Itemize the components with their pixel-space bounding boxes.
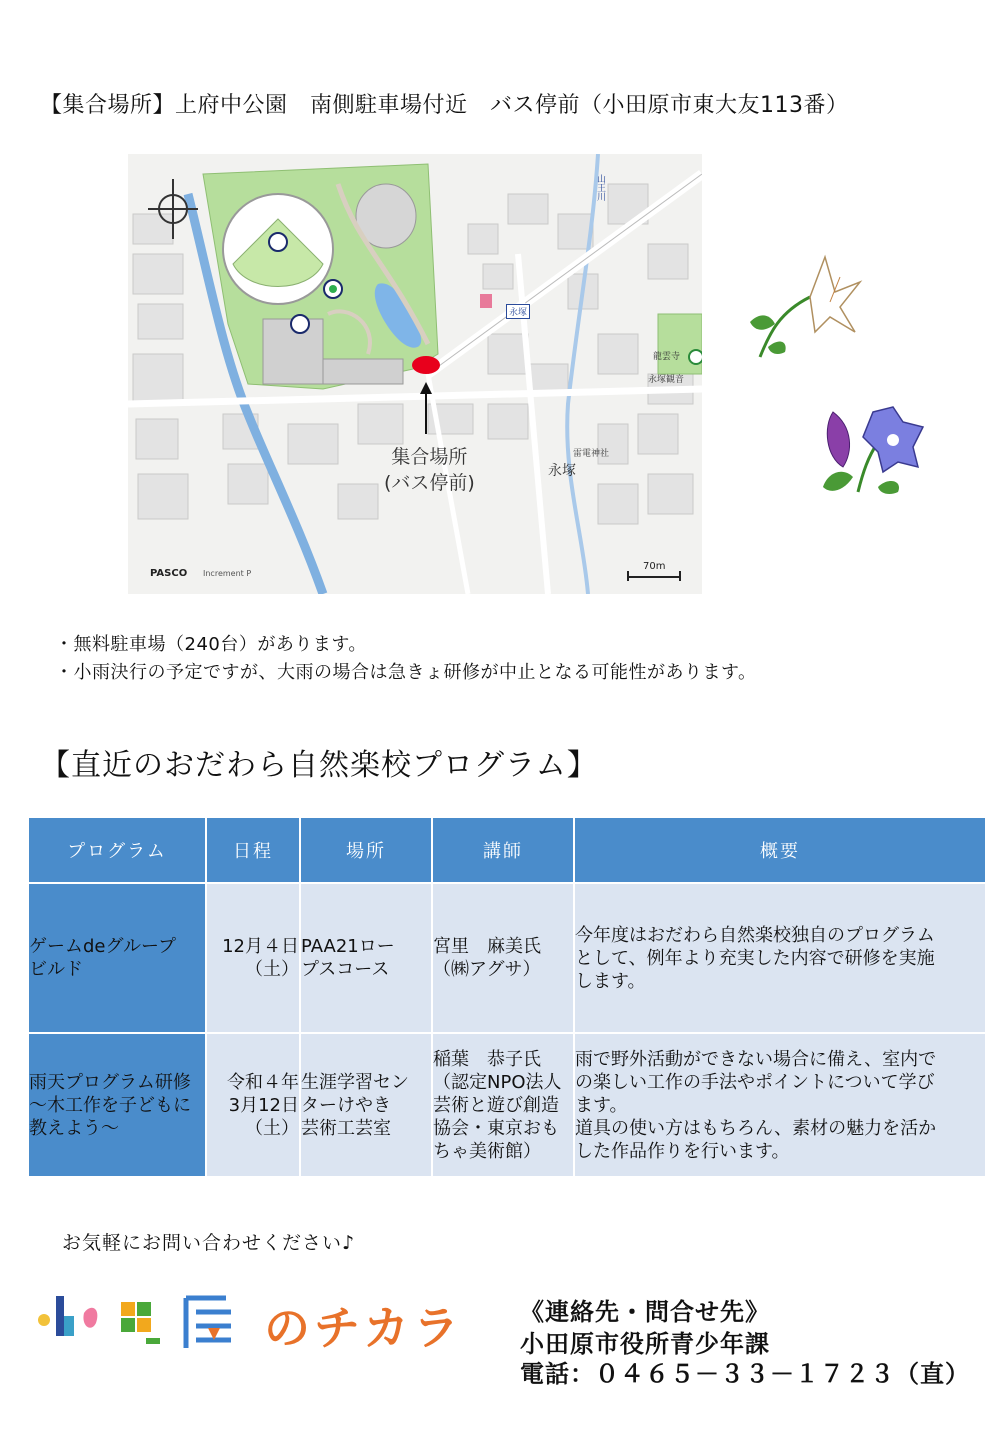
date-cell: 令和４年 3月12日 （土） xyxy=(207,1034,299,1176)
program-table xyxy=(27,816,987,1178)
river-label: 山王川 xyxy=(595,174,605,201)
place-label-eizuka-kannon: 永塚観音 xyxy=(648,375,685,385)
place-label-jinja: 雷電神社 xyxy=(573,449,610,459)
place-label-eizuka: 永塚 xyxy=(548,463,576,479)
instructor-cell: 宮里 麻美氏 （㈱アグサ） xyxy=(433,884,573,1032)
contact-office: 小田原市役所青少年課 xyxy=(520,1330,770,1358)
bus-stop-label: 永塚 xyxy=(506,304,530,319)
inquiry-message: お気軽にお問い合わせください♪ xyxy=(62,1232,356,1254)
table-header-row xyxy=(29,818,985,882)
table-row xyxy=(29,884,985,1032)
program-cell: ゲームdeグループ ビルド xyxy=(29,884,205,1032)
header-summary: 概要 xyxy=(575,818,985,882)
program-section-title: 【直近のおだわら自然楽校プログラム】 xyxy=(40,748,598,783)
odawara-logo xyxy=(36,1288,496,1358)
header-instructor: 講師 xyxy=(433,818,573,882)
summary-cell: 今年度はおだわら自然楽校独自のプログラム として、例年より充実した内容で研修を実施 します。 xyxy=(575,884,985,1032)
parking-note: ・無料駐車場（240台）があります。 xyxy=(55,634,367,655)
table-row xyxy=(29,1034,985,1176)
header-program: プログラム xyxy=(29,818,205,882)
place-cell: 生涯学習セン ターけやき 芸術工芸室 xyxy=(301,1034,431,1176)
date-cell: 12月４日 （土） xyxy=(207,884,299,1032)
contact-label: 《連絡先・問合せ先》 xyxy=(520,1298,770,1326)
header-date: 日程 xyxy=(207,818,299,882)
meeting-point-marker xyxy=(412,356,440,374)
gentian-illustration xyxy=(818,402,928,497)
place-label-ryuunji: 龍雲寺 xyxy=(653,352,681,362)
contact-phone: 電話：０４６５－３３－１７２３（直） xyxy=(520,1360,970,1388)
meeting-marker-label: 集合場所 (バス停前) xyxy=(384,446,475,494)
logo-text: のチカラ xyxy=(264,1301,464,1355)
location-map xyxy=(128,154,702,594)
header-place: 場所 xyxy=(301,818,431,882)
instructor-cell: 稲葉 恭子氏 （認定NPO法人 芸術と遊び創造 協会・東京おも ちゃ美術館） xyxy=(433,1034,573,1176)
map-credit: PASCO xyxy=(150,568,188,579)
rain-note: ・小雨決行の予定ですが、大雨の場合は急きょ研修が中止となる可能性があります。 xyxy=(55,662,757,683)
lily-illustration xyxy=(740,252,865,362)
summary-cell: 雨で野外活動ができない場合に備え、室内で の楽しい工作の手法やポイントについて学び ます。 道具の使い方はもちろん、素材の魅力を活か した作品作りを行います。 xyxy=(575,1034,985,1176)
map-graphic xyxy=(128,154,702,594)
map-credit-2: Increment P xyxy=(203,569,252,578)
logo-mark xyxy=(36,1288,261,1358)
scale-label: 70m xyxy=(643,561,666,572)
program-cell: 雨天プログラム研修 ～木工作を子どもに 教えよう～ xyxy=(29,1034,205,1176)
meeting-place-heading: 【集合場所】上府中公園 南側駐車場付近 バス停前（小田原市東大友113番） xyxy=(40,93,849,118)
place-cell: PAA21ロー プスコース xyxy=(301,884,431,1032)
